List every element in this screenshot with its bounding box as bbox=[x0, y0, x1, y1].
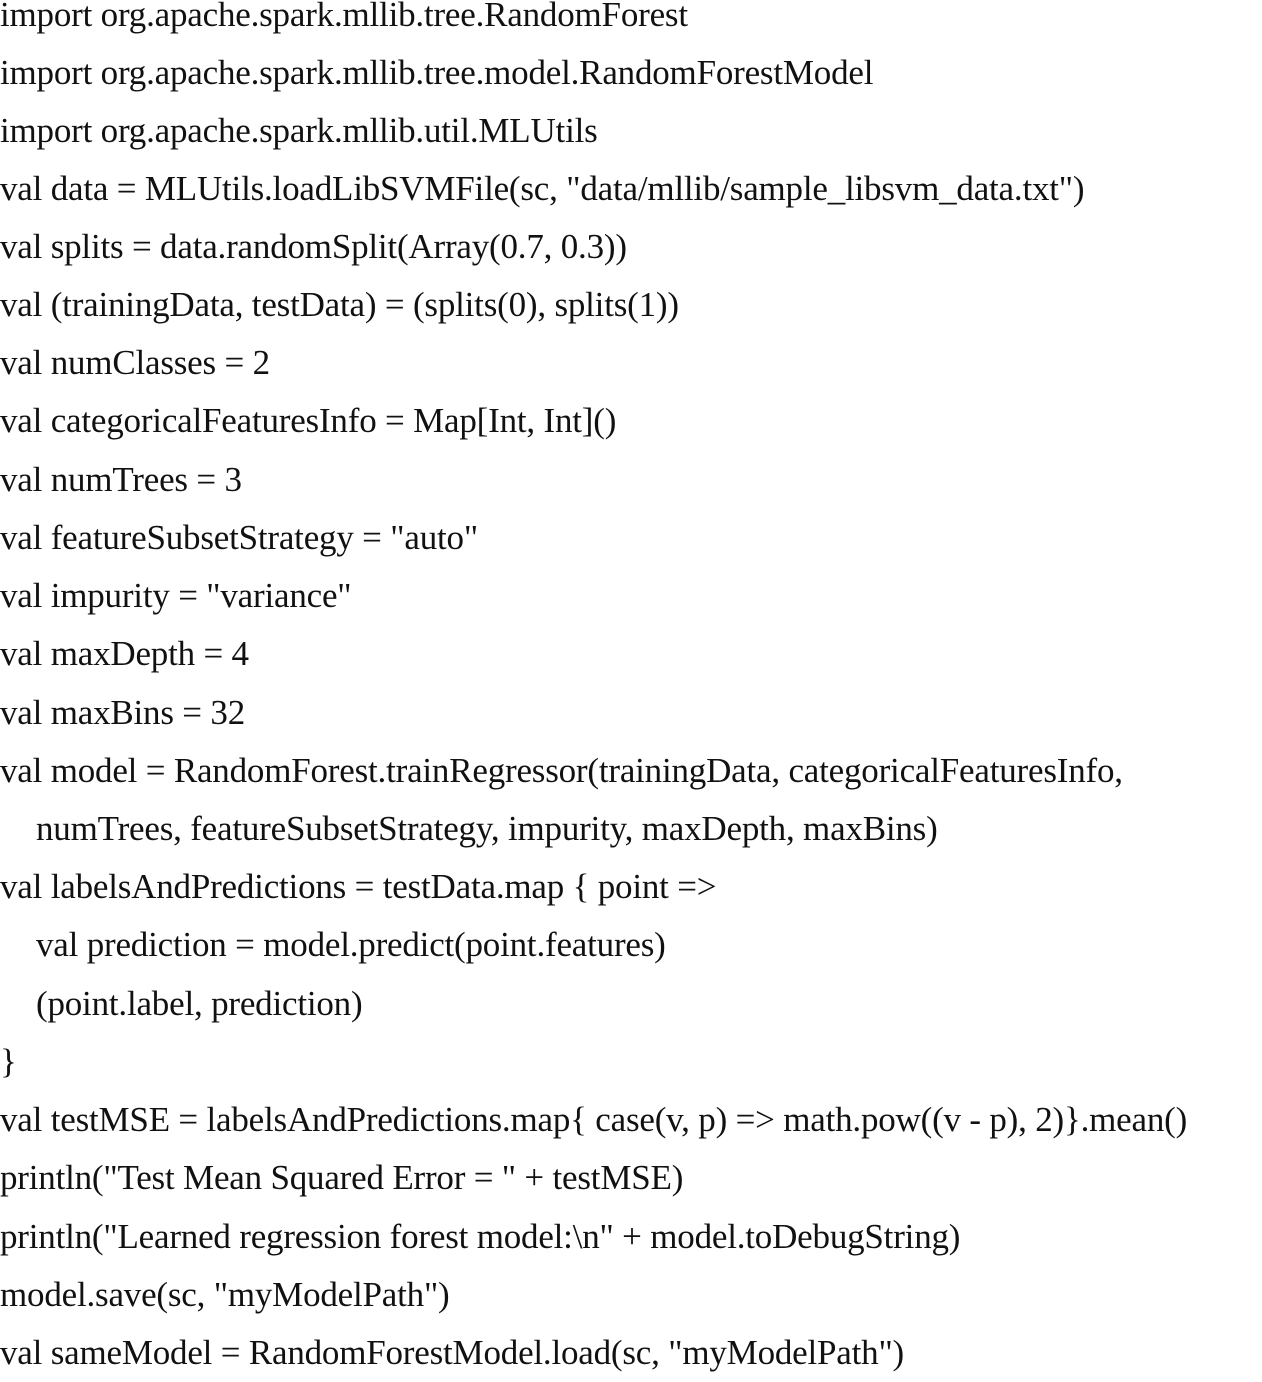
code-line-val-testmse: val testMSE = labelsAndPredictions.map{ case(v, p) => math.pow((v - p), 2)}.mean() bbox=[0, 1100, 1188, 1139]
code-line-val-labelsandpredictions: val labelsAndPredictions = testData.map { point => bbox=[0, 867, 717, 906]
code-line-model-args: numTrees, featureSubsetStrategy, impurity, maxDepth, maxBins) bbox=[36, 809, 938, 848]
code-line-val-prediction: val prediction = model.predict(point.features) bbox=[36, 925, 666, 964]
code-line-val-splits: val splits = data.randomSplit(Array(0.7, 0.3)) bbox=[0, 227, 627, 266]
code-line-import-randomforest: import org.apache.spark.mllib.tree.RandomForest bbox=[0, 0, 688, 34]
code-line-val-data: val data = MLUtils.loadLibSVMFile(sc, "data/mllib/sample_libsvm_data.txt") bbox=[0, 169, 1085, 208]
code-line-println-model: println("Learned regression forest model:\n" + model.toDebugString) bbox=[0, 1217, 961, 1256]
code-line-val-training-test: val (trainingData, testData) = (splits(0), splits(1)) bbox=[0, 285, 679, 324]
code-line-val-impurity: val impurity = "variance" bbox=[0, 576, 352, 615]
code-line-closing-brace: } bbox=[0, 1042, 17, 1081]
code-line-println-testmse: println("Test Mean Squared Error = " + testMSE) bbox=[0, 1158, 684, 1197]
code-line-label-prediction-tuple: (point.label, prediction) bbox=[36, 984, 363, 1023]
code-line-model-save: model.save(sc, "myModelPath") bbox=[0, 1275, 450, 1314]
code-line-val-maxdepth: val maxDepth = 4 bbox=[0, 634, 249, 673]
code-line-val-numclasses: val numClasses = 2 bbox=[0, 343, 270, 382]
code-line-val-numtrees: val numTrees = 3 bbox=[0, 460, 242, 499]
code-line-import-randomforestmodel: import org.apache.spark.mllib.tree.model.RandomForestModel bbox=[0, 53, 874, 92]
code-line-import-mlutils: import org.apache.spark.mllib.util.MLUtils bbox=[0, 111, 598, 150]
code-line-val-featuresubset: val featureSubsetStrategy = "auto" bbox=[0, 518, 478, 557]
code-line-val-maxbins: val maxBins = 32 bbox=[0, 693, 245, 732]
code-line-val-categorical: val categoricalFeaturesInfo = Map[Int, Int]() bbox=[0, 401, 617, 440]
code-line-val-samemodel: val sameModel = RandomForestModel.load(sc, "myModelPath") bbox=[0, 1333, 905, 1372]
code-line-val-model: val model = RandomForest.trainRegressor(trainingData, categoricalFeaturesInfo, bbox=[0, 751, 1123, 790]
